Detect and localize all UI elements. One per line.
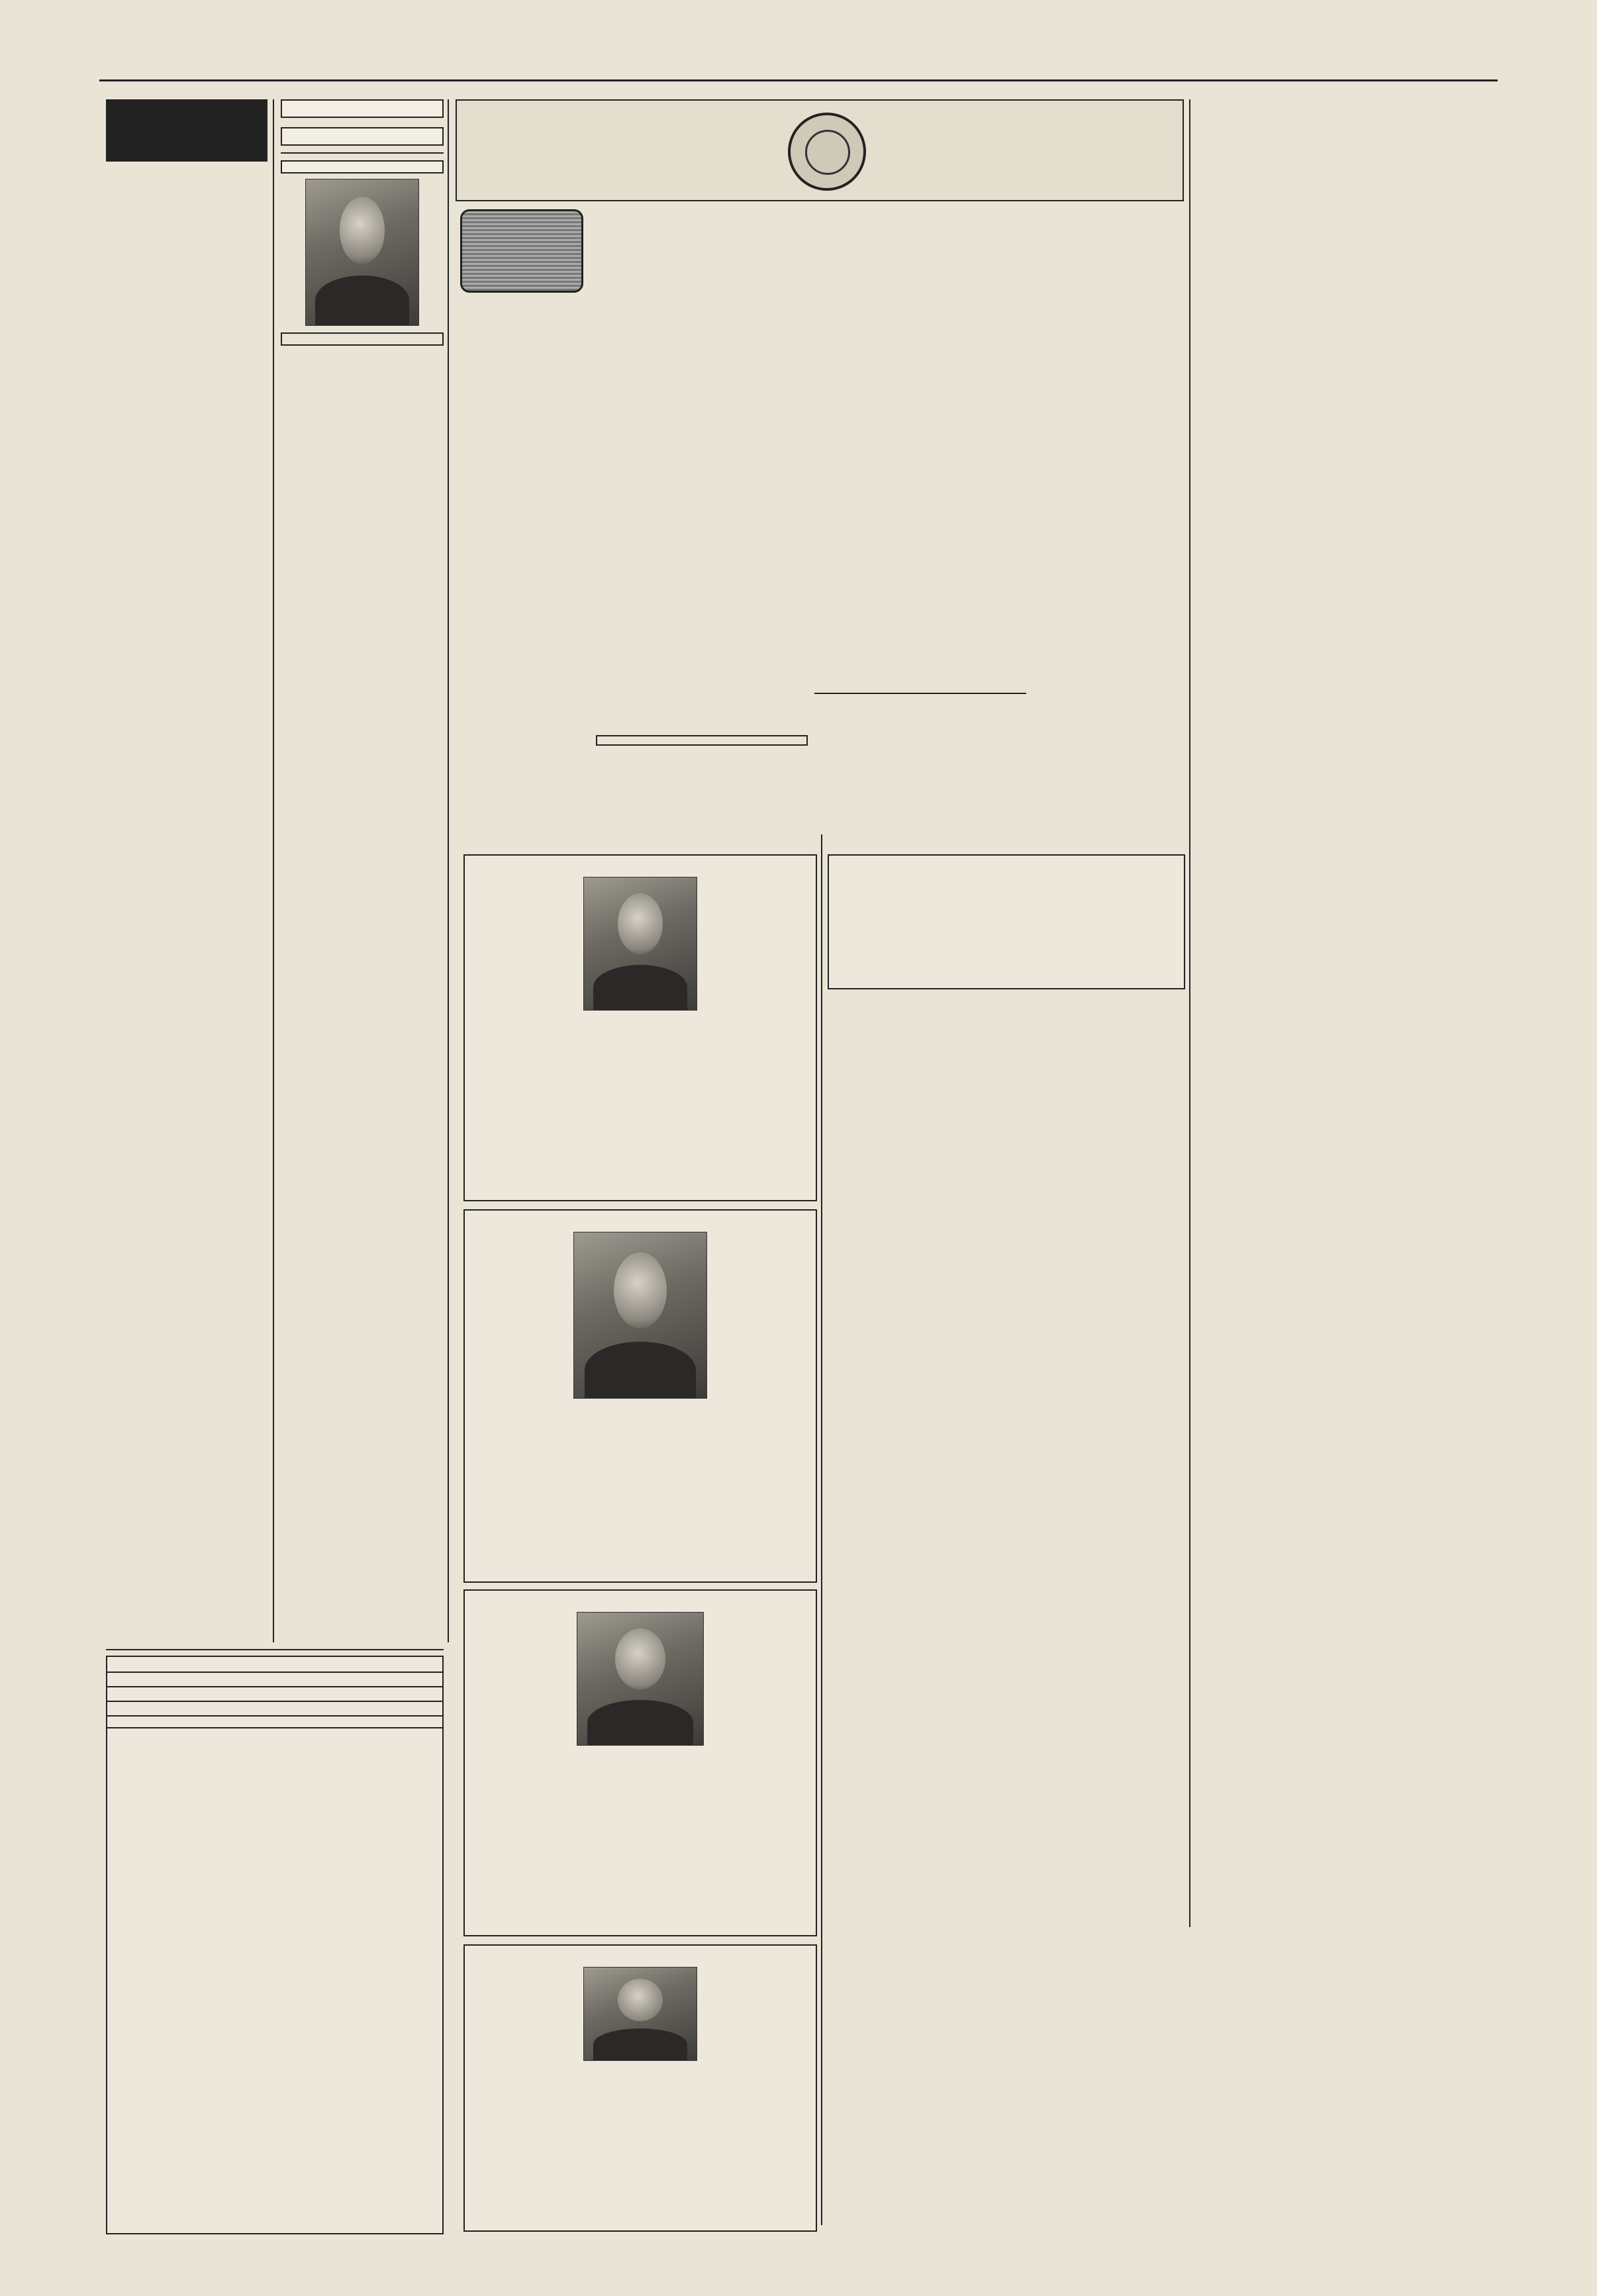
cinema-ads-block	[106, 1656, 444, 2234]
mnimosyno-text	[465, 1219, 816, 1226]
mnimosyno-text	[829, 860, 1184, 868]
tv-icon	[460, 209, 583, 293]
mnimosyno-box-1	[463, 854, 817, 1201]
olympia-ad	[107, 1728, 442, 1739]
mnimosyno-after	[465, 1404, 816, 1412]
kastrino-banner	[456, 99, 1184, 201]
astoria-ad	[107, 1657, 442, 1673]
kronos-ad	[107, 1673, 442, 1687]
portrait-photo	[583, 1967, 697, 2061]
apollon-ad	[107, 1702, 442, 1717]
article-col-2	[793, 213, 980, 219]
mnimosyno-after	[465, 1016, 816, 1024]
article-col-1	[596, 213, 783, 219]
portrait-photo	[583, 877, 697, 1011]
running-head	[99, 50, 1498, 77]
kinimatografoi-title	[281, 99, 444, 118]
header-rule	[99, 79, 1498, 81]
mnimosyno-box-4	[463, 1944, 817, 2232]
column-rule	[821, 834, 822, 2225]
koinonika-masthead	[106, 99, 267, 162]
services-column	[281, 99, 444, 1642]
mnimosyno-box-2	[463, 1209, 817, 1583]
mnimosyno-after	[829, 868, 1184, 875]
tv-column	[456, 207, 588, 849]
neos-apollon-ad	[107, 1687, 442, 1702]
kastrino-article	[596, 207, 1181, 730]
mnimosyno-text	[465, 864, 816, 872]
column-rule	[448, 99, 449, 1642]
portrait-photo	[577, 1612, 704, 1746]
mid-ads-left	[596, 735, 808, 861]
mnimosyno-box-5	[828, 854, 1185, 989]
mnimosyno-text	[465, 1599, 816, 1607]
mnimosyno-after	[465, 2066, 816, 2074]
koinonika-column	[106, 99, 267, 1642]
farmakeia-title	[281, 127, 444, 146]
doctor-ad	[281, 332, 444, 346]
portrait-photo	[573, 1232, 707, 1399]
column-rule	[1189, 99, 1190, 1927]
astrologos-title	[281, 160, 444, 174]
crest-icon	[788, 113, 866, 191]
astrologos-photo	[305, 179, 419, 326]
orfeas-ad	[107, 1717, 442, 1728]
column-rule	[273, 99, 274, 1642]
patris-box	[596, 735, 808, 746]
mnimosyno-after	[465, 1751, 816, 1759]
mnimosyno-box-3	[463, 1589, 817, 1936]
dentist-minoan	[814, 689, 1026, 854]
mnimosyno-text	[465, 1954, 816, 1962]
